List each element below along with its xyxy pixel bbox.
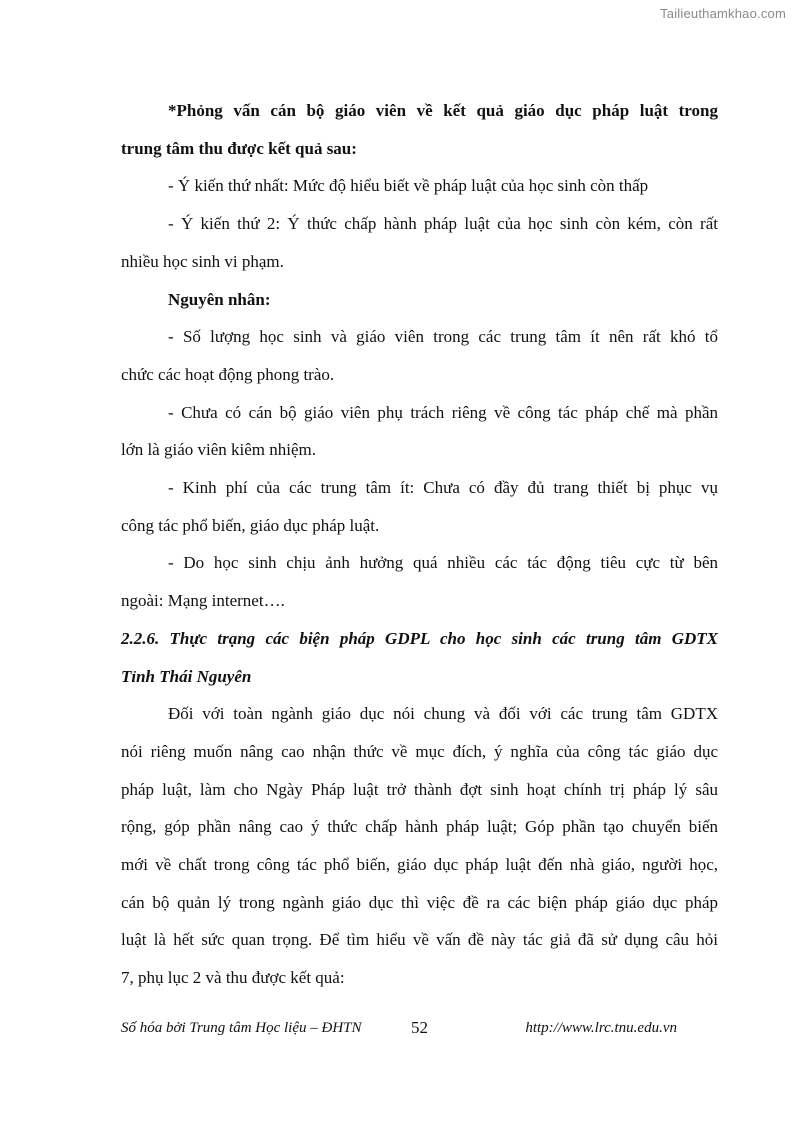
- page-body: [121, 92, 718, 997]
- causes-heading: Nguyên nhân:: [168, 289, 271, 309]
- page-footer: [121, 1020, 718, 1044]
- paragraph-line-6: cán bộ quản lý trong ngành giáo dục thì việc đề ra các biện pháp giáo dục pháp: [121, 892, 718, 912]
- paragraph-line-1: Đối với toàn ngành giáo dục nói chung và đối với các trung tâm GDTX: [168, 704, 718, 724]
- page-number: 52: [411, 1018, 428, 1037]
- opinion-2-line-1: - Ý kiến thứ 2: Ý thức chấp hành pháp luật của học sinh còn kém, còn rất: [168, 214, 718, 234]
- cause-3-line-1: - Kinh phí của các trung tâm ít: Chưa có đầy đủ trang thiết bị phục vụ: [168, 478, 718, 498]
- opinion-1: - Ý kiến thứ nhất: Mức độ hiểu biết về pháp luật của học sinh còn thấp: [168, 176, 649, 196]
- paragraph-line-7: luật là hết sức quan trọng. Để tìm hiểu về vấn đề này tác giả đã sử dụng câu hỏi: [121, 930, 718, 950]
- footer-source: Số hóa bởi Trung tâm Học liệu – ĐHTN: [121, 1020, 362, 1036]
- cause-3-line-2: công tác phổ biến, giáo dục pháp luật.: [121, 515, 380, 535]
- paragraph-line-3: pháp luật, làm cho Ngày Pháp luật trở thành đợt sinh hoạt chính trị pháp lý sâu: [121, 779, 718, 799]
- cause-1-line-1: - Số lượng học sinh và giáo viên trong các trung tâm ít nên rất khó tổ: [168, 327, 718, 347]
- cause-4-line-1: - Do học sinh chịu ảnh hưởng quá nhiều các tác động tiêu cực từ bên: [168, 553, 718, 573]
- section-heading-line-2: Tỉnh Thái Nguyên: [121, 666, 252, 686]
- paragraph-line-8: 7, phụ lục 2 và thu được kết quả:: [121, 968, 345, 988]
- watermark: Tailieuthamkhao.com: [660, 6, 786, 21]
- opinion-2-line-2: nhiều học sinh vi phạm.: [121, 251, 284, 271]
- interview-heading-line-2: trung tâm thu được kết quả sau:: [121, 138, 357, 158]
- cause-2-line-1: - Chưa có cán bộ giáo viên phụ trách riêng về công tác pháp chế mà phần: [168, 402, 718, 422]
- section-heading-line-1: 2.2.6. Thực trạng các biện pháp GDPL cho học sinh các trung tâm GDTX: [121, 628, 718, 648]
- paragraph-line-4: rộng, góp phần nâng cao ý thức chấp hành pháp luật; Góp phần tạo chuyển biến: [121, 817, 718, 837]
- interview-heading-line-1: *Phỏng vấn cán bộ giáo viên về kết quả giáo dục pháp luật trong: [168, 101, 718, 120]
- cause-1-line-2: chức các hoạt động phong trào.: [121, 364, 335, 384]
- paragraph-line-2: nói riêng muốn nâng cao nhận thức về mục đích, ý nghĩa của công tác giáo dục: [121, 741, 718, 761]
- paragraph-line-5: mới về chất trong công tác phổ biến, giáo dục pháp luật đến nhà giáo, người học,: [121, 855, 718, 875]
- footer-url: http://www.lrc.tnu.edu.vn: [525, 1020, 677, 1036]
- cause-2-line-2: lớn là giáo viên kiêm nhiệm.: [121, 440, 317, 460]
- cause-4-line-2: ngoài: Mạng internet….: [121, 591, 285, 611]
